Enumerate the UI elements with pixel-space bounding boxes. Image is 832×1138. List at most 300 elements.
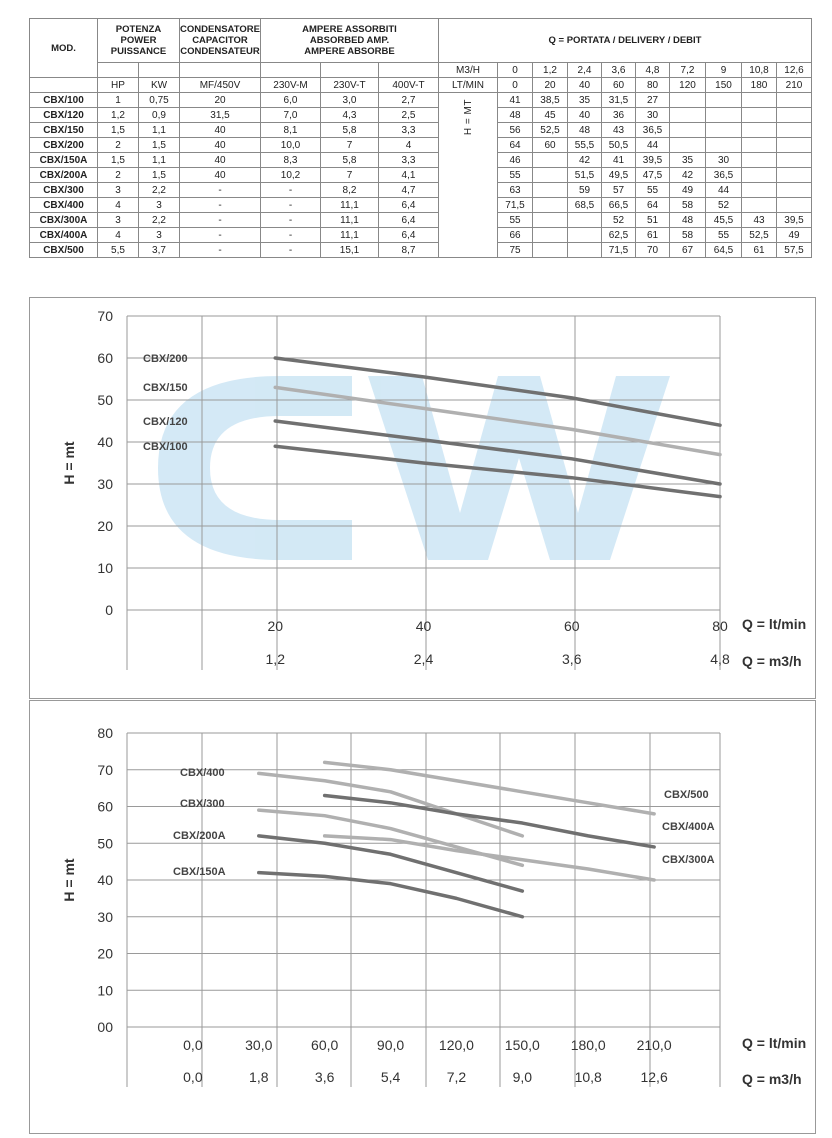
ltmin-value: 150	[706, 78, 742, 93]
unit-mf-spacer	[180, 63, 261, 78]
head-value-cell	[568, 243, 602, 258]
head-value-cell	[533, 228, 568, 243]
amp-230v-t-cell: 11,1	[321, 198, 379, 213]
m3h-unit-row	[30, 63, 812, 78]
hp-cell: 2	[98, 138, 139, 153]
capacitor-cell: 40	[180, 153, 261, 168]
y-tick-label: 50	[97, 835, 113, 852]
ltmin-unit-label: LT/MIN	[439, 78, 498, 93]
capacitor-cell: 40	[180, 123, 261, 138]
head-value-cell	[742, 93, 777, 108]
amp-400v-t-cell: 4,1	[379, 168, 439, 183]
head-value-cell: 64	[636, 198, 670, 213]
capacitor-cell: 40	[180, 168, 261, 183]
head-value-cell: 39,5	[777, 213, 812, 228]
x-tick-label: 180,0	[570, 1037, 606, 1053]
head-value-cell	[533, 183, 568, 198]
head-value-cell: 55	[636, 183, 670, 198]
head-value-cell: 52	[706, 198, 742, 213]
table-row	[30, 228, 812, 243]
head-value-cell: 63	[498, 183, 533, 198]
head-value-cell: 36,5	[706, 168, 742, 183]
head-value-cell	[742, 183, 777, 198]
head-value-cell: 61	[636, 228, 670, 243]
ltmin-value: 0	[498, 78, 533, 93]
head-value-cell: 68,5	[568, 198, 602, 213]
table-row	[30, 93, 812, 108]
amp-400v-t-cell: 2,5	[379, 108, 439, 123]
head-value-cell: 58	[670, 198, 706, 213]
hp-cell: 5,5	[98, 243, 139, 258]
head-value-cell	[742, 153, 777, 168]
amp-230v-m-cell: -	[261, 228, 321, 243]
hp-cell: 2	[98, 168, 139, 183]
head-value-cell: 27	[636, 93, 670, 108]
m3h-value: 2,4	[568, 63, 602, 78]
y-tick-label: 50	[97, 392, 113, 408]
capacitor-header-it: CONDENSATORE	[180, 24, 260, 35]
m3h-value: 3,6	[602, 63, 636, 78]
amp-230v-t-cell: 8,2	[321, 183, 379, 198]
x-tick-label: 40	[415, 618, 432, 634]
head-value-cell	[706, 108, 742, 123]
power-header-it: POTENZA	[115, 24, 162, 35]
amp-230v-m-cell: 8,1	[261, 123, 321, 138]
head-value-cell: 41	[602, 153, 636, 168]
x-tick-label: 210,0	[636, 1037, 672, 1053]
ltmin-value: 210	[777, 78, 812, 93]
head-value-cell: 40	[568, 108, 602, 123]
amp-230v-t-cell: 5,8	[321, 153, 379, 168]
x2-tick-label: 10,8	[574, 1069, 602, 1085]
amps-header-fr: AMPERE ABSORBE	[304, 46, 395, 57]
head-value-cell: 52,5	[533, 123, 568, 138]
hp-cell: 1,5	[98, 153, 139, 168]
head-value-cell: 59	[568, 183, 602, 198]
hp-cell: 3	[98, 213, 139, 228]
head-value-cell: 51	[636, 213, 670, 228]
series-label: CBX/300A	[662, 854, 715, 866]
x-tick-label: 90,0	[376, 1037, 405, 1053]
model-cell: CBX/200	[30, 138, 98, 153]
head-value-cell	[670, 138, 706, 153]
capacitor-cell: -	[180, 213, 261, 228]
x-axis-label: Q = lt/min	[742, 1035, 807, 1051]
series-label: CBX/150A	[173, 866, 226, 878]
model-cell: CBX/300	[30, 183, 98, 198]
amp-230v-m-cell: -	[261, 183, 321, 198]
amps-header-it: AMPERE ASSORBITI	[302, 24, 397, 35]
m3h-value: 10,8	[742, 63, 777, 78]
x2-tick-label: 1,2	[265, 651, 285, 667]
y-tick-label: 30	[97, 476, 113, 492]
power-header-fr: PUISSANCE	[110, 46, 167, 57]
unit-230v-m: 230V-M	[261, 78, 321, 93]
head-value-cell	[742, 108, 777, 123]
head-value-cell: 42	[568, 153, 602, 168]
flow-header: Q = PORTATA / DELIVERY / DEBIT	[439, 19, 812, 63]
amp-230v-t-cell: 15,1	[321, 243, 379, 258]
head-value-cell: 45,5	[706, 213, 742, 228]
capacitor-header-en: CAPACITOR	[192, 35, 248, 46]
x2-axis-label: Q = m3/h	[742, 653, 802, 669]
model-cell: CBX/150	[30, 123, 98, 138]
head-value-cell: 57	[602, 183, 636, 198]
head-value-cell: 71,5	[602, 243, 636, 258]
head-value-cell: 49,5	[602, 168, 636, 183]
capacitor-cell: 20	[180, 93, 261, 108]
amp-230v-m-cell: -	[261, 198, 321, 213]
capacitor-cell: -	[180, 183, 261, 198]
m3h-unit-label: M3/H	[439, 63, 498, 78]
head-value-cell	[777, 93, 812, 108]
y-tick-label: 10	[97, 982, 113, 999]
x2-tick-label: 3,6	[562, 651, 582, 667]
head-value-cell: 66,5	[602, 198, 636, 213]
series-label: CBX/400A	[662, 821, 715, 833]
x2-tick-label: 9,0	[512, 1069, 533, 1085]
chart-1-frame	[29, 297, 816, 699]
unit-kw-spacer	[139, 63, 180, 78]
model-cell: CBX/400	[30, 198, 98, 213]
kw-cell: 3	[139, 228, 180, 243]
head-value-cell: 51,5	[568, 168, 602, 183]
amp-400v-t-cell: 8,7	[379, 243, 439, 258]
y-tick-label: 40	[97, 872, 113, 888]
x-tick-label: 60	[563, 618, 580, 634]
y-tick-label: 60	[97, 350, 113, 366]
head-value-cell: 52,5	[742, 228, 777, 243]
kw-cell: 1,1	[139, 153, 180, 168]
ltmin-value: 180	[742, 78, 777, 93]
amp-400v-t-cell: 4	[379, 138, 439, 153]
ltmin-value: 120	[670, 78, 706, 93]
amps-header-en: ABSORBED AMP.	[309, 35, 390, 46]
head-value-cell: 31,5	[602, 93, 636, 108]
m3h-value: 7,2	[670, 63, 706, 78]
head-value-cell: 58	[670, 228, 706, 243]
y-tick-label: 70	[97, 308, 113, 324]
table-row	[30, 213, 812, 228]
x2-tick-label: 12,6	[640, 1069, 668, 1085]
head-value-cell	[670, 93, 706, 108]
amp-230v-m-cell: -	[261, 213, 321, 228]
y-tick-label: 20	[97, 518, 113, 534]
head-label: H = MT	[462, 99, 474, 136]
table-row	[30, 138, 812, 153]
head-value-cell: 48	[670, 213, 706, 228]
head-value-cell	[742, 123, 777, 138]
amp-230v-t-cell: 11,1	[321, 213, 379, 228]
x-tick-label: 150,0	[504, 1037, 540, 1053]
head-value-cell: 67	[670, 243, 706, 258]
head-value-cell: 64,5	[706, 243, 742, 258]
head-value-cell: 55	[498, 213, 533, 228]
series-line-cbx-400	[259, 773, 523, 835]
chart-2-frame	[29, 700, 816, 1134]
series-label: CBX/120	[143, 416, 188, 428]
head-value-cell: 45	[533, 108, 568, 123]
head-value-cell	[533, 198, 568, 213]
chart-1	[30, 298, 815, 698]
x2-tick-label: 3,6	[314, 1069, 335, 1085]
x2-tick-label: 4,8	[710, 651, 730, 667]
kw-cell: 2,2	[139, 183, 180, 198]
amp-230v-m-cell: 6,0	[261, 93, 321, 108]
model-cell: CBX/200A	[30, 168, 98, 183]
x-tick-label: 20	[267, 618, 284, 634]
kw-cell: 1,5	[139, 168, 180, 183]
y-tick-label: 80	[97, 725, 113, 741]
capacitor-header	[180, 19, 261, 63]
table-row	[30, 183, 812, 198]
hp-cell: 1,2	[98, 108, 139, 123]
amp-230v-m-cell: 10,2	[261, 168, 321, 183]
head-value-cell: 48	[498, 108, 533, 123]
head-value-cell: 60	[533, 138, 568, 153]
head-value-cell	[777, 138, 812, 153]
amp-400v-t-cell: 3,3	[379, 123, 439, 138]
head-value-cell	[777, 108, 812, 123]
amp-230v-t-cell: 3,0	[321, 93, 379, 108]
series-label: CBX/200A	[173, 830, 226, 842]
head-value-cell	[568, 228, 602, 243]
head-label-cell	[439, 93, 498, 258]
y-tick-label: 20	[97, 945, 113, 962]
watermark-letter-c	[158, 376, 352, 560]
table-row	[30, 198, 812, 213]
ltmin-value: 60	[602, 78, 636, 93]
unit-hp: HP	[98, 78, 139, 93]
model-cell: CBX/120	[30, 108, 98, 123]
head-value-cell: 46	[498, 153, 533, 168]
kw-cell: 1,5	[139, 138, 180, 153]
head-value-cell: 42	[670, 168, 706, 183]
head-value-cell	[670, 108, 706, 123]
x-tick-label: 80	[712, 618, 728, 634]
head-value-cell: 41	[498, 93, 533, 108]
head-value-cell: 48	[568, 123, 602, 138]
y-axis-label: H = mt	[61, 441, 77, 485]
ltmin-value: 80	[636, 78, 670, 93]
table-row	[30, 123, 812, 138]
kw-cell: 3,7	[139, 243, 180, 258]
amp-230v-m-cell: -	[261, 243, 321, 258]
unit-hp-spacer	[98, 63, 139, 78]
x2-tick-label: 7,2	[446, 1069, 467, 1085]
table-row	[30, 108, 812, 123]
head-value-cell: 57,5	[777, 243, 812, 258]
kw-cell: 0,9	[139, 108, 180, 123]
ltmin-value: 40	[568, 78, 602, 93]
y-tick-label: 0	[105, 602, 113, 618]
amp-230v-m-cell: 7,0	[261, 108, 321, 123]
y-tick-label: 40	[97, 434, 113, 450]
amp-230v-t-cell: 7	[321, 168, 379, 183]
head-value-cell	[777, 123, 812, 138]
head-value-cell: 71,5	[498, 198, 533, 213]
unit-mf: MF/450V	[180, 78, 261, 93]
head-value-cell: 43	[602, 123, 636, 138]
head-value-cell: 38,5	[533, 93, 568, 108]
amp-230v-m-cell: 8,3	[261, 153, 321, 168]
unit-230v-t: 230V-T	[321, 78, 379, 93]
head-value-cell	[533, 213, 568, 228]
head-value-cell	[533, 153, 568, 168]
head-value-cell: 64	[498, 138, 533, 153]
head-value-cell: 35	[568, 93, 602, 108]
head-value-cell: 52	[602, 213, 636, 228]
x2-tick-label: 1,8	[249, 1069, 269, 1085]
m3h-value: 12,6	[777, 63, 812, 78]
y-tick-label: 70	[97, 761, 113, 778]
unit-400v-t: 400V-T	[379, 78, 439, 93]
table-row	[30, 153, 812, 168]
kw-cell: 2,2	[139, 213, 180, 228]
head-value-cell: 75	[498, 243, 533, 258]
unit-kw: KW	[139, 78, 180, 93]
y-tick-label: 00	[97, 1019, 113, 1035]
capacitor-cell: -	[180, 198, 261, 213]
m3h-value: 1,2	[533, 63, 568, 78]
head-value-cell	[742, 138, 777, 153]
x2-axis-label: Q = m3/h	[742, 1071, 802, 1087]
x2-tick-label: 0,0	[183, 1069, 203, 1085]
ltmin-value: 20	[533, 78, 568, 93]
head-value-cell	[568, 213, 602, 228]
amp-230v-t-cell: 5,8	[321, 123, 379, 138]
series-line-cbx-300a	[325, 836, 654, 880]
table-body	[30, 19, 812, 258]
head-value-cell: 43	[742, 213, 777, 228]
x-tick-label: 0,0	[183, 1037, 203, 1053]
head-value-cell	[777, 153, 812, 168]
head-value-cell	[777, 183, 812, 198]
amp-230v-m-cell: 10,0	[261, 138, 321, 153]
kw-cell: 1,1	[139, 123, 180, 138]
unit-a2-spacer	[321, 63, 379, 78]
amp-230v-t-cell: 4,3	[321, 108, 379, 123]
head-value-cell: 30	[706, 153, 742, 168]
head-value-cell: 44	[706, 183, 742, 198]
head-value-cell: 30	[636, 108, 670, 123]
x-tick-label: 60,0	[311, 1037, 339, 1053]
head-value-cell: 36,5	[636, 123, 670, 138]
series-label: CBX/400	[180, 767, 225, 779]
y-axis-label: H = mt	[61, 858, 77, 902]
kw-cell: 0,75	[139, 93, 180, 108]
amp-400v-t-cell: 6,4	[379, 213, 439, 228]
head-value-cell: 49	[670, 183, 706, 198]
hp-cell: 1	[98, 93, 139, 108]
x2-tick-label: 5,4	[380, 1069, 401, 1085]
head-value-cell: 39,5	[636, 153, 670, 168]
head-value-cell: 61	[742, 243, 777, 258]
model-cell: CBX/400A	[30, 228, 98, 243]
series-label: CBX/500	[664, 789, 709, 801]
head-value-cell	[706, 138, 742, 153]
head-value-cell: 50,5	[602, 138, 636, 153]
amp-400v-t-cell: 2,7	[379, 93, 439, 108]
x-axis-label: Q = lt/min	[742, 616, 807, 632]
capacitor-cell: -	[180, 228, 261, 243]
hp-cell: 1,5	[98, 123, 139, 138]
model-header: MOD.	[30, 19, 98, 78]
amp-400v-t-cell: 6,4	[379, 228, 439, 243]
x2-tick-label: 2,4	[413, 651, 434, 667]
head-value-cell: 36	[602, 108, 636, 123]
head-value-cell: 70	[636, 243, 670, 258]
unit-a3-spacer	[379, 63, 439, 78]
head-value-cell	[533, 243, 568, 258]
head-value-cell: 55,5	[568, 138, 602, 153]
hp-cell: 4	[98, 228, 139, 243]
model-cell: CBX/100	[30, 93, 98, 108]
table-row	[30, 168, 812, 183]
x-tick-label: 30,0	[245, 1037, 273, 1053]
amp-400v-t-cell: 4,7	[379, 183, 439, 198]
amp-400v-t-cell: 6,4	[379, 198, 439, 213]
series-label: CBX/150	[143, 382, 188, 394]
head-value-cell	[706, 123, 742, 138]
amp-230v-t-cell: 7	[321, 138, 379, 153]
capacitor-cell: 31,5	[180, 108, 261, 123]
table-row	[30, 243, 812, 258]
y-tick-label: 60	[97, 798, 113, 815]
power-header-en: POWER	[120, 35, 157, 46]
head-value-cell	[777, 198, 812, 213]
kw-cell: 3	[139, 198, 180, 213]
capacitor-cell: 40	[180, 138, 261, 153]
head-value-cell: 35	[670, 153, 706, 168]
model-cell: CBX/300A	[30, 213, 98, 228]
capacitor-header-fr: CONDENSATEUR	[180, 46, 260, 57]
head-value-cell	[742, 168, 777, 183]
head-value-cell	[777, 168, 812, 183]
m3h-value: 4,8	[636, 63, 670, 78]
series-label: CBX/100	[143, 441, 188, 453]
model-cell: CBX/500	[30, 243, 98, 258]
head-value-cell: 55	[498, 168, 533, 183]
series-label: CBX/200	[143, 353, 188, 365]
head-value-cell: 55	[706, 228, 742, 243]
head-value-cell: 44	[636, 138, 670, 153]
head-value-cell: 47,5	[636, 168, 670, 183]
x-tick-label: 120,0	[438, 1037, 474, 1053]
y-tick-label: 10	[97, 560, 113, 576]
pump-data-table	[29, 18, 812, 258]
y-tick-label: 30	[97, 908, 113, 925]
series-label: CBX/300	[180, 798, 225, 810]
chart-2	[30, 701, 815, 1133]
amp-400v-t-cell: 3,3	[379, 153, 439, 168]
amp-230v-t-cell: 11,1	[321, 228, 379, 243]
power-header	[98, 19, 180, 63]
m3h-value: 0	[498, 63, 533, 78]
m3h-value: 9	[706, 63, 742, 78]
head-value-cell: 62,5	[602, 228, 636, 243]
head-value-cell: 56	[498, 123, 533, 138]
head-value-cell	[533, 168, 568, 183]
amps-header	[261, 19, 439, 63]
head-value-cell	[742, 198, 777, 213]
head-value-cell: 66	[498, 228, 533, 243]
model-spacer	[30, 78, 98, 93]
model-cell: CBX/150A	[30, 153, 98, 168]
head-value-cell	[670, 123, 706, 138]
hp-cell: 4	[98, 198, 139, 213]
head-value-cell: 49	[777, 228, 812, 243]
